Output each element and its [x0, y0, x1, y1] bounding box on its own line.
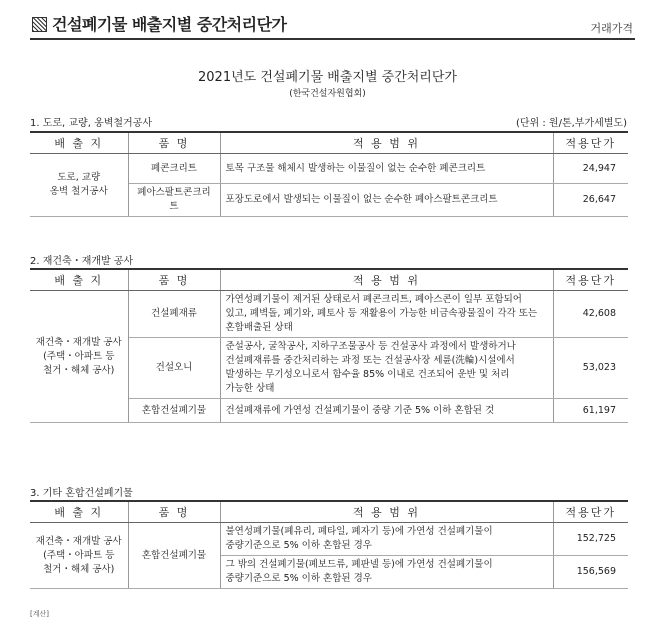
scope-cell: 불연성폐기물(폐유리, 폐타일, 폐자기 등)에 가연성 건설폐기물이 중량기준으로 5% 이하 혼합된 경우 — [220, 523, 553, 556]
column-header-price: 적용단가 — [553, 269, 628, 291]
item-cell: 건설오니 — [128, 338, 220, 399]
column-header-price: 적용단가 — [553, 132, 628, 154]
table-row — [30, 291, 628, 338]
column-header-origin: 배 출 지 — [30, 501, 128, 523]
price-cell: 26,647 — [553, 184, 628, 217]
table-header-row — [30, 269, 628, 291]
page-header — [30, 10, 635, 40]
column-header-price: 적용단가 — [553, 501, 628, 523]
section-1-title: 1. 도로, 교량, 옹벽철거공사 — [30, 118, 153, 129]
table-row — [30, 523, 628, 556]
page-title: 건설폐기물 배출지별 중간처리단가 — [52, 15, 287, 34]
document-subtitle: (한국건설자원협회) — [289, 89, 366, 99]
item-cell: 폐콘크리트 — [128, 154, 220, 184]
section-1-table — [30, 131, 628, 217]
footer-fragment: [계산] — [30, 610, 49, 618]
hatched-square-icon — [32, 17, 47, 32]
unit-note: (단위 : 원/톤,부가세별도) — [515, 118, 627, 129]
scope-cell: 준설공사, 굴착공사, 지하구조물공사 등 건설공사 과정에서 발생하거나 건설폐재류를 중간처리하는 과정 또는 건설공사장 세륜(洗輪)시설에서 발생하는 무기성오니로서 함수율 85% 이내로 건조되어 운반 및 처리 가능한 상태 — [220, 338, 553, 399]
column-header-item: 품 명 — [128, 269, 220, 291]
item-cell: 건설폐재류 — [128, 291, 220, 338]
item-cell: 혼합건설폐기물 — [128, 399, 220, 423]
scope-cell: 건설폐재류에 가연성 건설폐기물이 중량 기준 5% 이하 혼합된 것 — [220, 399, 553, 423]
column-header-scope: 적 용 범 위 — [220, 501, 553, 523]
document-title: 2021년도 건설폐기물 배출지별 중간처리단가 — [198, 70, 457, 85]
column-header-item: 품 명 — [128, 132, 220, 154]
item-cell: 혼합건설폐기물 — [128, 523, 220, 589]
section-2-table — [30, 268, 628, 423]
column-header-origin: 배 출 지 — [30, 269, 128, 291]
price-cell: 42,608 — [553, 291, 628, 338]
table-header-row — [30, 132, 628, 154]
section-2-title: 2. 재건축・재개발 공사 — [30, 256, 134, 267]
price-cell: 24,947 — [553, 154, 628, 184]
column-header-origin: 배 출 지 — [30, 132, 128, 154]
price-cell: 61,197 — [553, 399, 628, 423]
scope-cell: 가연성폐기물이 제거된 상태로서 폐콘크리트, 폐아스콘이 일부 포함되어 있고, 폐벽돌, 폐기와, 폐토사 등 재활용이 가능한 비금속광물질이 각각 또는 혼합배출된 상태 — [220, 291, 553, 338]
scope-cell: 포장도로에서 발생되는 이물질이 없는 순수한 폐아스팔트콘크리트 — [220, 184, 553, 217]
category-label: 거래가격 — [590, 22, 633, 35]
origin-cell: 재건축・재개발 공사 (주택・아파트 등 철거・해체 공사) — [30, 291, 128, 423]
table-row — [30, 154, 628, 184]
price-cell: 53,023 — [553, 338, 628, 399]
origin-cell: 도로, 교량 옹벽 철거공사 — [30, 154, 128, 217]
section-3-title: 3. 기타 혼합건설폐기물 — [30, 488, 133, 499]
column-header-scope: 적 용 범 위 — [220, 132, 553, 154]
price-cell: 152,725 — [553, 523, 628, 556]
item-cell: 폐아스팔트콘크리트 — [128, 184, 220, 217]
origin-cell: 재건축・재개발 공사 (주택・아파트 등 철거・해체 공사) — [30, 523, 128, 589]
scope-cell: 그 밖의 건설폐기물(폐보드류, 폐판넬 등)에 가연성 건설폐기물이 중량기준으로 5% 이하 혼합된 경우 — [220, 556, 553, 589]
price-cell: 156,569 — [553, 556, 628, 589]
scope-cell: 토목 구조물 해체시 발생하는 이물질이 없는 순수한 폐콘크리트 — [220, 154, 553, 184]
column-header-item: 품 명 — [128, 501, 220, 523]
table-header-row — [30, 501, 628, 523]
column-header-scope: 적 용 범 위 — [220, 269, 553, 291]
section-3-table — [30, 500, 628, 589]
